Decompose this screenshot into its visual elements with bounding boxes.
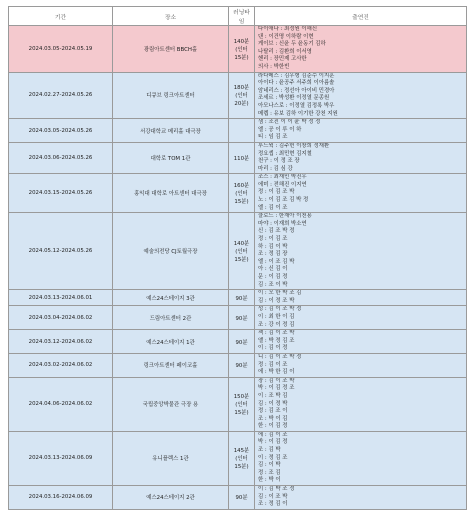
- cast-cell: [255, 142, 467, 173]
- cast-cell: [255, 119, 467, 143]
- cast-line: 마야 : 이재희 박소연: [258, 220, 307, 227]
- runtime-cell: 90분: [229, 306, 255, 330]
- cast-line: 이 : 김 이 정: [258, 345, 288, 352]
- cast-line: 헨리 : 장민제 고사한: [258, 56, 307, 63]
- cast-line: 문 : 이 김 정: [258, 274, 288, 280]
- runtime-cell: 90분: [229, 486, 255, 510]
- cast-line: 이 : 최 한 이 김: [258, 313, 295, 320]
- cast-line: 샘 : 조진 이 이 윤 박 정 정: [258, 119, 321, 126]
- cast-line: 정 : 김 조 이: [258, 408, 288, 415]
- venue-cell: 드림아트센터 2관: [113, 306, 229, 330]
- cast-line: 성 : 김 이 조 박 정: [258, 306, 302, 313]
- cast-line: 박 : 이 김 정 조: [258, 385, 295, 392]
- runtime-cell: 180분 (인터 20분): [229, 72, 255, 119]
- cast-line: 엘 : 이 조 김 박: [258, 258, 295, 265]
- cast-line: 메렙 : 유보 김하 이기한 강천 지원: [258, 110, 338, 117]
- cast-line: 잭 : 김 이 조 박: [258, 330, 295, 337]
- schedule-table: [8, 6, 467, 510]
- venue-cell: 대학로 TOM 1관: [113, 142, 229, 173]
- header-row: [9, 7, 467, 26]
- table-row: [9, 306, 467, 330]
- cast-line: 장 : 김 이 조 박: [258, 377, 295, 384]
- cast-line: 클로드 : 한재아 이천용: [258, 213, 312, 220]
- runtime-cell: 90분: [229, 330, 255, 354]
- runtime-cell: 160분 (인터 15분): [229, 174, 255, 213]
- table-row: [9, 431, 467, 485]
- table-row: [9, 142, 467, 173]
- venue-cell: 홍익대 대학로 아트센터 대극장: [113, 174, 229, 213]
- cast-line: 이 : 정 김 조: [258, 454, 288, 461]
- cast-line: 정 : 김 이 조: [258, 361, 288, 368]
- cast-line: 조 : 정 김 이: [258, 501, 288, 508]
- cast-line: 에 : 박 한 김 이: [258, 369, 295, 376]
- cast-line: 박 : 이 김 정: [258, 439, 288, 446]
- cast-line: 정요셉 : 최민현 김지철: [258, 150, 312, 157]
- cast-line: 의사 : 박한빈: [258, 63, 290, 70]
- venue-cell: 예스24스테이지 3관: [113, 290, 229, 306]
- cast-cell: [255, 26, 467, 73]
- header-runtime: 러닝타임: [229, 7, 255, 26]
- cast-line: 아 : 신 김 이: [258, 266, 288, 273]
- cast-cell: [255, 306, 467, 330]
- cast-line: 김 : 이 정 박: [258, 400, 288, 407]
- cast-line: 게이브 : 신윤 두 윤동기 김하: [258, 41, 326, 48]
- cast-line: 에미 : 전해진 이지연: [258, 181, 307, 188]
- header-cast: 출연진: [255, 7, 467, 26]
- cast-line: 조 : 김 박: [258, 447, 281, 454]
- cast-line: 댄 : 이건명 이하람 이현: [258, 33, 314, 40]
- header-period: 기간: [9, 7, 113, 26]
- cast-line: 아모나스로 : 이정열 김정록 박우: [258, 102, 335, 109]
- runtime-cell: [229, 119, 255, 143]
- cast-line: 김 : 이 박: [258, 462, 281, 469]
- venue-cell: 유니플렉스 1관: [113, 431, 229, 485]
- header-venue: 장소: [113, 7, 229, 26]
- cast-line: 마리 : 김 심 강: [258, 165, 293, 172]
- cast-line: 이 : 오 한 박 조 김: [258, 290, 302, 297]
- runtime-cell: 150분 (인터 15분): [229, 377, 255, 431]
- cast-cell: [255, 431, 467, 485]
- cast-line: 조 : 박 이 김: [258, 415, 288, 422]
- period-cell: 2024.05.12-2024.05.26: [9, 213, 113, 290]
- period-cell: 2024.02.27-2024.05.26: [9, 72, 113, 119]
- runtime-cell: 90분: [229, 290, 255, 306]
- table-row: [9, 174, 467, 213]
- cast-cell: [255, 486, 467, 510]
- venue-cell: 예스24스테이지 1관: [113, 330, 229, 354]
- cast-cell: [255, 377, 467, 431]
- period-cell: 2024.03.05-2024.05.19: [9, 26, 113, 73]
- venue-cell: 예술의전당 CJ토월극장: [113, 213, 229, 290]
- table-row: [9, 330, 467, 354]
- cast-line: 조 : 정 김 장: [258, 251, 288, 258]
- table-row: [9, 119, 467, 143]
- table-row: [9, 290, 467, 306]
- cast-line: 이 : 김 박 조 정: [258, 486, 295, 493]
- table-row: [9, 72, 467, 119]
- venue-cell: 링크아트센터 페이코홀: [113, 353, 229, 377]
- cast-cell: [255, 290, 467, 306]
- cast-line: 정 : 이 김 조: [258, 236, 288, 243]
- table-row: [9, 26, 467, 73]
- cast-line: 조세르 : 박성환 이정열 문종원: [258, 95, 330, 102]
- venue-cell: 디큐브 링크아트센터: [113, 72, 229, 119]
- cast-line: 노 : 이 김 조 김 박 정: [258, 197, 309, 204]
- period-cell: 2024.03.05-2024.05.26: [9, 119, 113, 143]
- table-row: [9, 353, 467, 377]
- cast-line: 김 : 조 이 박: [258, 281, 288, 288]
- period-cell: 2024.03.13-2024.06.01: [9, 290, 113, 306]
- period-cell: 2024.03.12-2024.06.02: [9, 330, 113, 354]
- cast-line: 앨 : 박 정 김 조: [258, 337, 295, 344]
- cast-cell: [255, 330, 467, 354]
- runtime-cell: 110분: [229, 142, 255, 173]
- cast-line: 니 : 김 이 조 박 정: [258, 353, 302, 360]
- period-cell: 2024.03.15-2024.05.26: [9, 174, 113, 213]
- cast-line: 엘 : 김 이 조: [258, 204, 288, 211]
- cast-line: 조 : 강 이 정 김: [258, 321, 295, 328]
- cast-line: 천구 : 이 정 조 장: [258, 158, 300, 165]
- cast-cell: [255, 174, 467, 213]
- period-cell: 2024.03.02-2024.06.02: [9, 353, 113, 377]
- cast-line: 하 : 김 이 박: [258, 243, 288, 250]
- table-row: [9, 213, 467, 290]
- cast-line: 한 : 박 이: [258, 477, 281, 484]
- period-cell: 2024.04.06-2024.06.02: [9, 377, 113, 431]
- cast-cell: [255, 72, 467, 119]
- cast-line: 나탈리 : 김환희 이서영: [258, 48, 312, 55]
- cast-line: 아이다 : 윤공주 서주희 이아름솔: [258, 80, 335, 87]
- runtime-cell: 140분 (인터 15분): [229, 213, 255, 290]
- cast-line: 조스 : 최재민 박진우: [258, 174, 307, 181]
- table-row: [9, 377, 467, 431]
- period-cell: 2024.03.16-2024.06.09: [9, 486, 113, 510]
- table-body: [9, 26, 467, 510]
- venue-cell: 국립중앙박물관 극장 용: [113, 377, 229, 431]
- runtime-cell: 90분: [229, 353, 255, 377]
- cast-line: 다이애나 : 최정원 이해신: [258, 26, 318, 32]
- cast-line: 루드윅 : 김주헌 이창희 정재환: [258, 142, 330, 149]
- cast-line: 정 : 이 김 조 박: [258, 189, 295, 196]
- venue-cell: 광림아트센터 BBCH홀: [113, 26, 229, 73]
- cast-line: 엘 : 공 이 루 이 하: [258, 126, 302, 133]
- cast-line: 김 : 이 정 조 박: [258, 297, 295, 304]
- runtime-cell: 140분 (인터 15분): [229, 26, 255, 73]
- cast-line: 신 : 김 조 박 정: [258, 228, 295, 235]
- cast-cell: [255, 213, 467, 290]
- runtime-cell: 145분 (인터 15분): [229, 431, 255, 485]
- period-cell: 2024.03.04-2024.06.02: [9, 306, 113, 330]
- cast-line: 정 : 조 김: [258, 469, 281, 476]
- cast-line: 암네리스 : 정선아 아이비 민경아: [258, 87, 335, 94]
- period-cell: 2024.03.06-2024.05.26: [9, 142, 113, 173]
- table-row: [9, 486, 467, 510]
- cast-line: 라다메스 : 김우형 김준수 이지훈: [258, 72, 335, 79]
- venue-cell: 예스24스테이지 2관: [113, 486, 229, 510]
- period-cell: 2024.03.13-2024.06.09: [9, 431, 113, 485]
- cast-line: 티 : 임 김 조: [258, 134, 288, 141]
- venue-cell: 서강대학교 메리홀 대극장: [113, 119, 229, 143]
- cast-cell: [255, 353, 467, 377]
- cast-line: 에 : 김 이 조: [258, 431, 288, 438]
- cast-line: 한 : 이 김 정: [258, 423, 288, 430]
- cast-line: 이 : 조 박 김: [258, 392, 288, 399]
- cast-line: 김 : 이 조 박: [258, 493, 288, 500]
